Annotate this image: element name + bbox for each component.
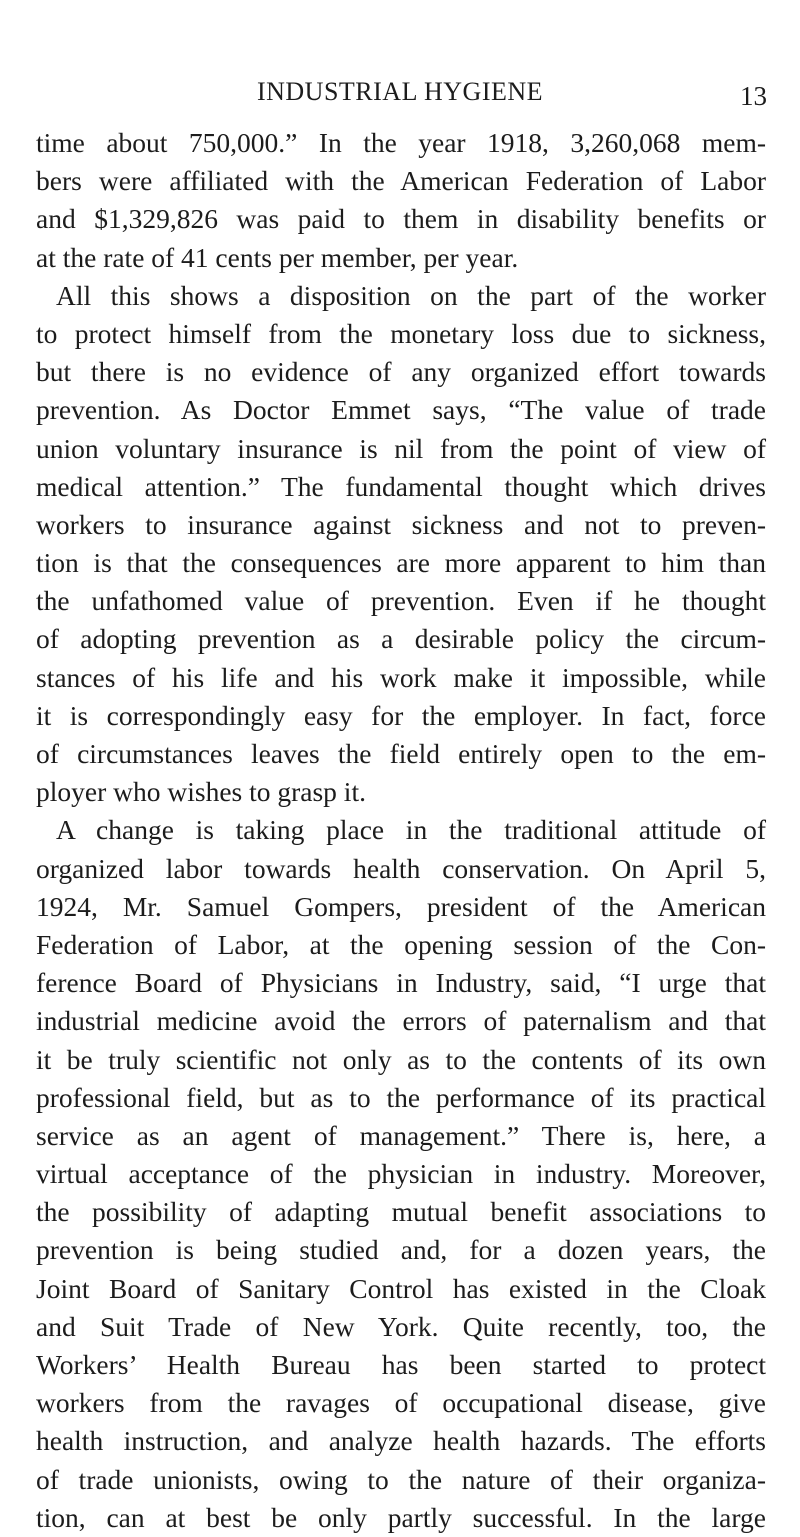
text-line: service as an agent of management.” There is, here, a	[36, 1119, 766, 1151]
text-line: of trade unionists, owing to the nature of their organiza-	[36, 1463, 766, 1495]
text-line: it is correspondingly easy for the employer. In fact, force	[36, 699, 766, 731]
text-line: workers from the ravages of occupational disease, give	[36, 1387, 766, 1419]
text-line: of circumstances leaves the field entirely open to the em-	[36, 738, 766, 769]
text-line: and $1,329,826 was paid to them in disability benefits or	[36, 203, 766, 235]
text-line: bers were affiliated with the American Federation of Labor	[36, 165, 766, 197]
text-line: ployer who wishes to grasp it.	[36, 776, 366, 808]
text-line: to protect himself from the monetary loss due to sickness,	[36, 317, 766, 349]
body-text	[36, 124, 766, 1537]
text-line: prevention is being studied and, for a dozen years, the	[36, 1234, 766, 1266]
running-head	[0, 74, 800, 110]
text-line: union voluntary insurance is nil from the point of view of	[36, 432, 766, 464]
text-line: workers to insurance against sickness and not to preven-	[36, 508, 766, 540]
text-line: the possibility of adapting mutual benefit associations to	[36, 1196, 766, 1228]
text-line: but there is no evidence of any organized effort towards	[36, 356, 766, 388]
text-line: time about 750,000.” In the year 1918, 3,260,068 mem-	[36, 127, 766, 158]
text-line: health instruction, and analyze health hazards. The efforts	[36, 1425, 766, 1457]
text-line: stances of his life and his work make it impossible, while	[36, 661, 766, 693]
text-line: prevention. As Doctor Emmet says, “The value of trade	[36, 394, 766, 426]
text-line: Workers’ Health Bureau has been started to protect	[36, 1349, 766, 1380]
text-line: industrial medicine avoid the errors of paternalism and that	[36, 1005, 766, 1037]
text-line: Joint Board of Sanitary Control has existed in the Cloak	[36, 1272, 766, 1304]
text-line: it be truly scientific not only as to the contents of its own	[36, 1043, 766, 1075]
text-line: at the rate of 41 cents per member, per year.	[36, 241, 519, 273]
text-line: medical attention.” The fundamental thought which drives	[36, 470, 766, 502]
text-line: organized labor towards health conservation. On April 5,	[36, 852, 766, 884]
text-line: and Suit Trade of New York. Quite recently, too, the	[36, 1310, 766, 1342]
text-line: ference Board of Physicians in Industry, said, “I urge that	[36, 967, 766, 999]
text-line: the unfathomed value of prevention. Even if he thought	[36, 585, 766, 617]
text-line: professional field, but as to the performance of its practical	[36, 1081, 766, 1113]
text-line: of adopting prevention as a desirable policy the circum-	[36, 623, 766, 655]
page-number: 13	[740, 81, 767, 111]
text-line: 1924, Mr. Samuel Gompers, president of the American	[36, 890, 766, 922]
text-line: Federation of Labor, at the opening session of the Con-	[36, 928, 766, 960]
text-line: virtual acceptance of the physician in industry. Moreover,	[36, 1158, 766, 1190]
text-line: tion, can at best be only partly successful. In the large	[36, 1501, 766, 1533]
text-line: All this shows a disposition on the part of the worker	[56, 279, 766, 311]
running-title: INDUSTRIAL HYGIENE	[256, 77, 544, 106]
text-line: A change is taking place in the traditional attitude of	[56, 814, 766, 846]
text-line: tion is that the consequences are more apparent to him than	[36, 547, 766, 579]
